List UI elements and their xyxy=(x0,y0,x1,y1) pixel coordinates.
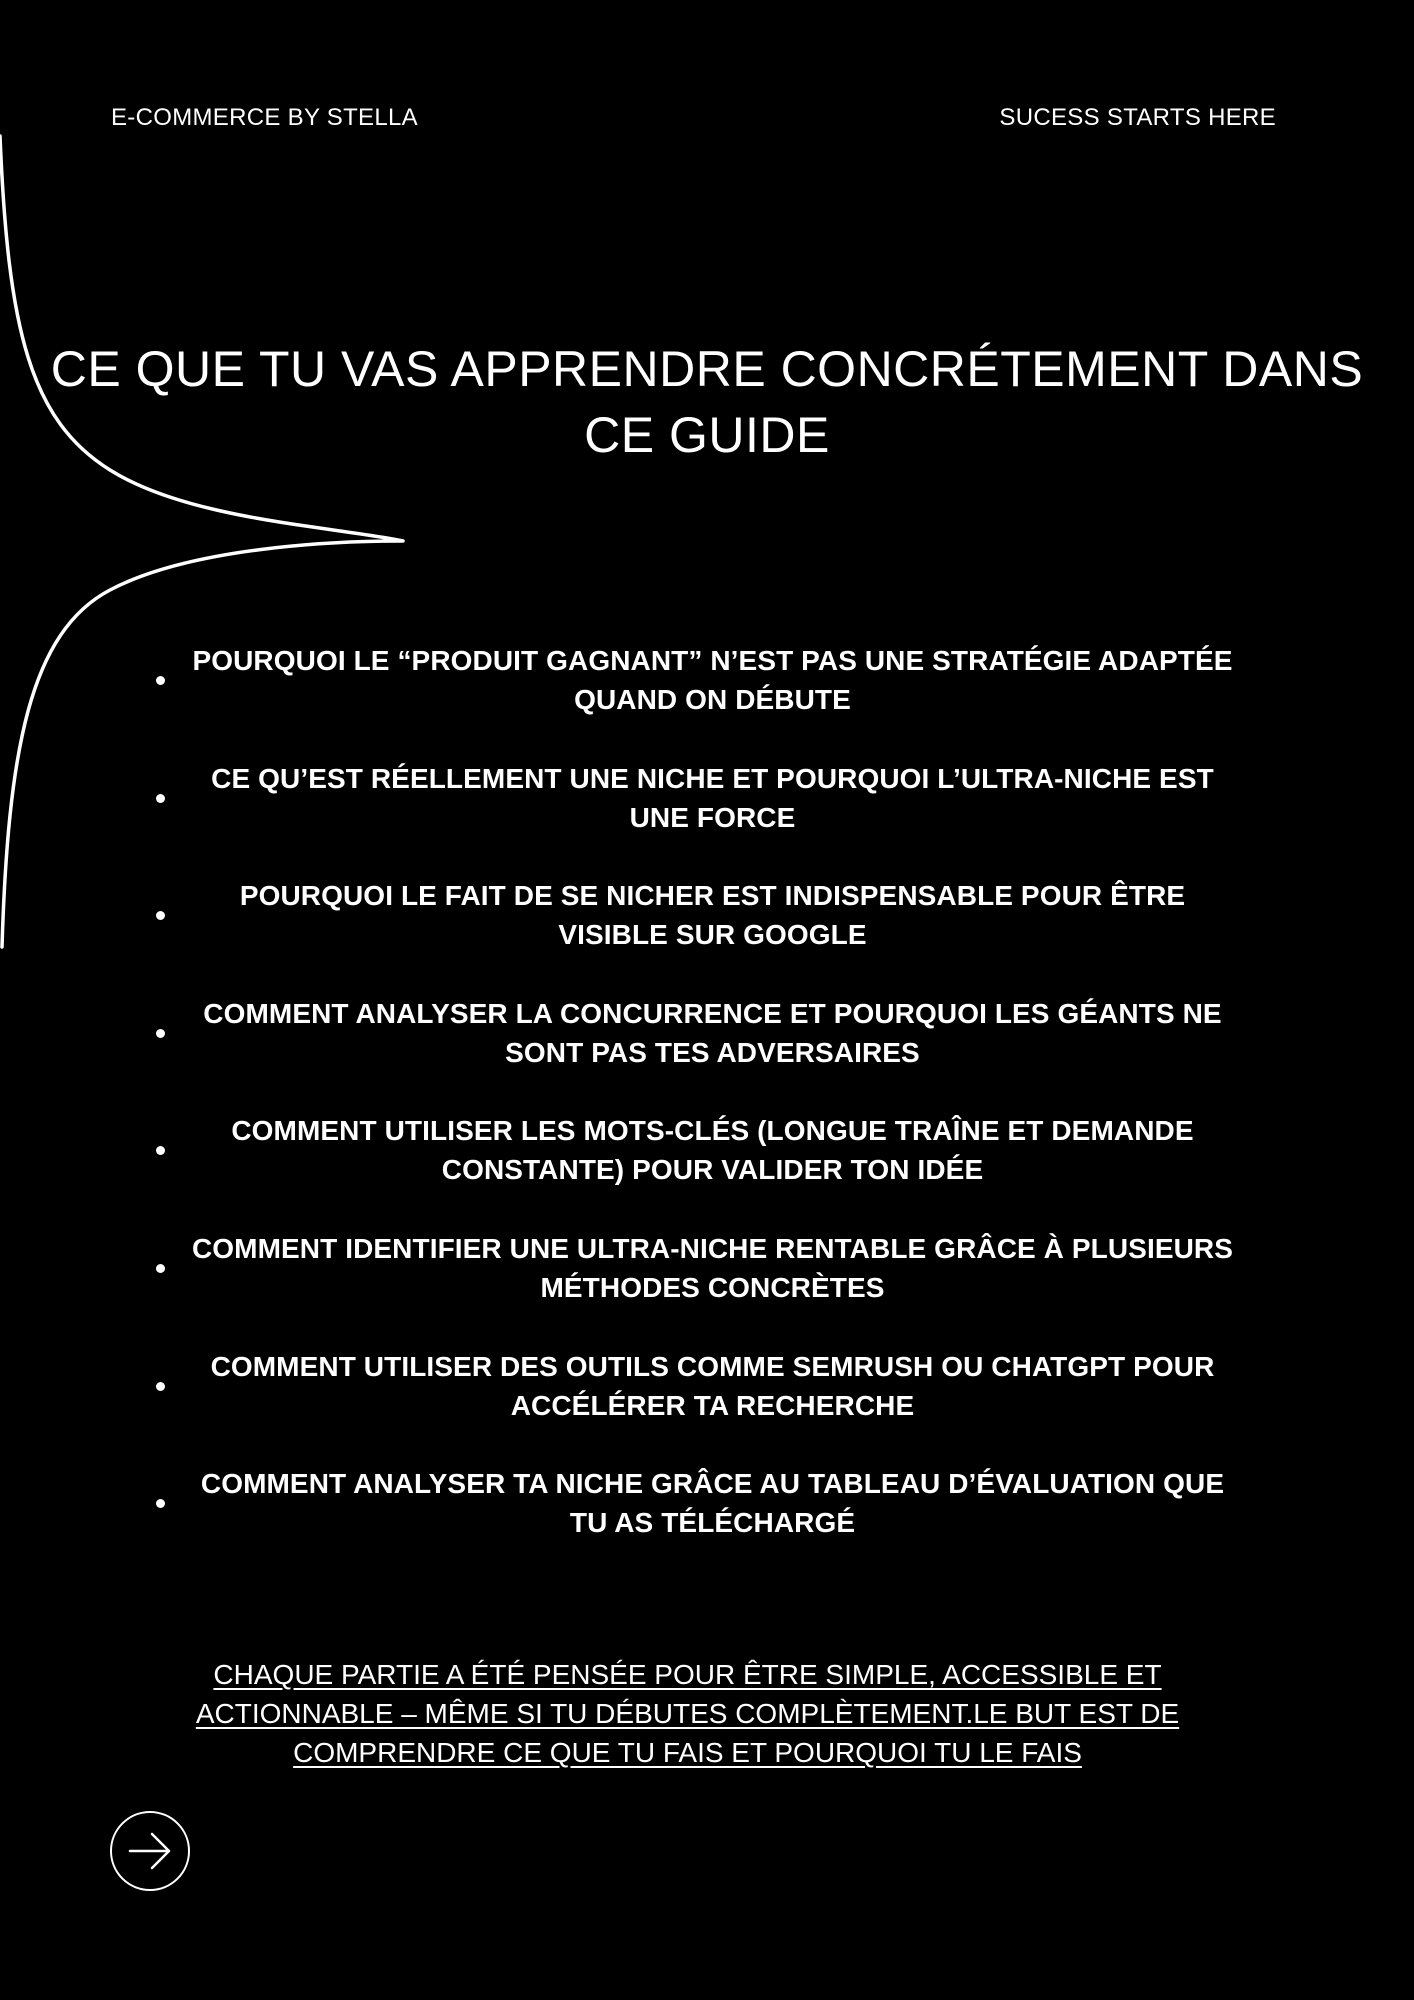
learn-list xyxy=(150,640,1275,1581)
bullet-icon xyxy=(156,1029,165,1038)
list-item xyxy=(150,993,1275,1073)
arrow-right-icon xyxy=(124,1825,176,1877)
list-item-text: POURQUOI LE “PRODUIT GAGNANT” N’EST PAS UNE STRATÉGIE ADAPTÉE QUAND ON DÉBUTE xyxy=(192,645,1233,715)
list-item-text: COMMENT IDENTIFIER UNE ULTRA-NICHE RENTABLE GRÂCE À PLUSIEURS MÉTHODES CONCRÈTES xyxy=(191,1232,1234,1303)
list-item xyxy=(150,1228,1275,1308)
brand-label: E-COMMERCE BY STELLA xyxy=(111,104,418,131)
list-item xyxy=(150,1110,1275,1190)
bullet-icon xyxy=(156,1499,165,1508)
bullet-icon xyxy=(156,1146,165,1155)
page-title: CE QUE TU VAS APPRENDRE CONCRÉTEMENT DANS CE GUIDE xyxy=(50,341,1364,463)
bullet-icon xyxy=(156,676,165,685)
list-item xyxy=(150,1463,1275,1543)
list-item-text: COMMENT UTILISER LES MOTS-CLÉS (LONGUE TRAÎNE ET DEMANDE CONSTANTE) POUR VALIDER TON IDÉE xyxy=(231,1115,1194,1186)
list-item xyxy=(150,875,1275,955)
list-item-text: COMMENT ANALYSER LA CONCURRENCE ET POURQUOI LES GÉANTS NE SONT PAS TES ADVERSAIRES xyxy=(203,997,1222,1068)
list-item-text: COMMENT UTILISER DES OUTILS COMME SEMRUSH OU CHATGPT POUR ACCÉLÉRER TA RECHERCHE xyxy=(210,1350,1215,1421)
list-item xyxy=(150,640,1275,720)
bullet-icon xyxy=(156,911,165,920)
bullet-icon xyxy=(156,1264,165,1273)
bullet-icon xyxy=(156,1382,165,1391)
list-item-text: CE QU’EST RÉELLEMENT UNE NICHE ET POURQUOI L’ULTRA-NICHE EST UNE FORCE xyxy=(211,762,1214,833)
list-item xyxy=(150,1346,1275,1426)
list-item xyxy=(150,758,1275,838)
closing-note: CHAQUE PARTIE A ÉTÉ PENSÉE POUR ÊTRE SIMPLE, ACCESSIBLE ET ACTIONNABLE – MÊME SI TU DÉBUTES COMPLÈTEMENT.LE BUT EST DE COMPRENDRE CE QUE TU FAIS ET POURQUOI TU LE FAIS xyxy=(195,1659,1180,1768)
tagline-label: SUCESS STARTS HERE xyxy=(999,104,1276,131)
list-item-text: COMMENT ANALYSER TA NICHE GRÂCE AU TABLEAU D’ÉVALUATION QUE TU AS TÉLÉCHARGÉ xyxy=(200,1468,1225,1539)
next-page-button[interactable] xyxy=(110,1811,190,1891)
list-item-text: POURQUOI LE FAIT DE SE NICHER EST INDISPENSABLE POUR ÊTRE VISIBLE SUR GOOGLE xyxy=(239,880,1186,951)
bullet-icon xyxy=(156,794,165,803)
